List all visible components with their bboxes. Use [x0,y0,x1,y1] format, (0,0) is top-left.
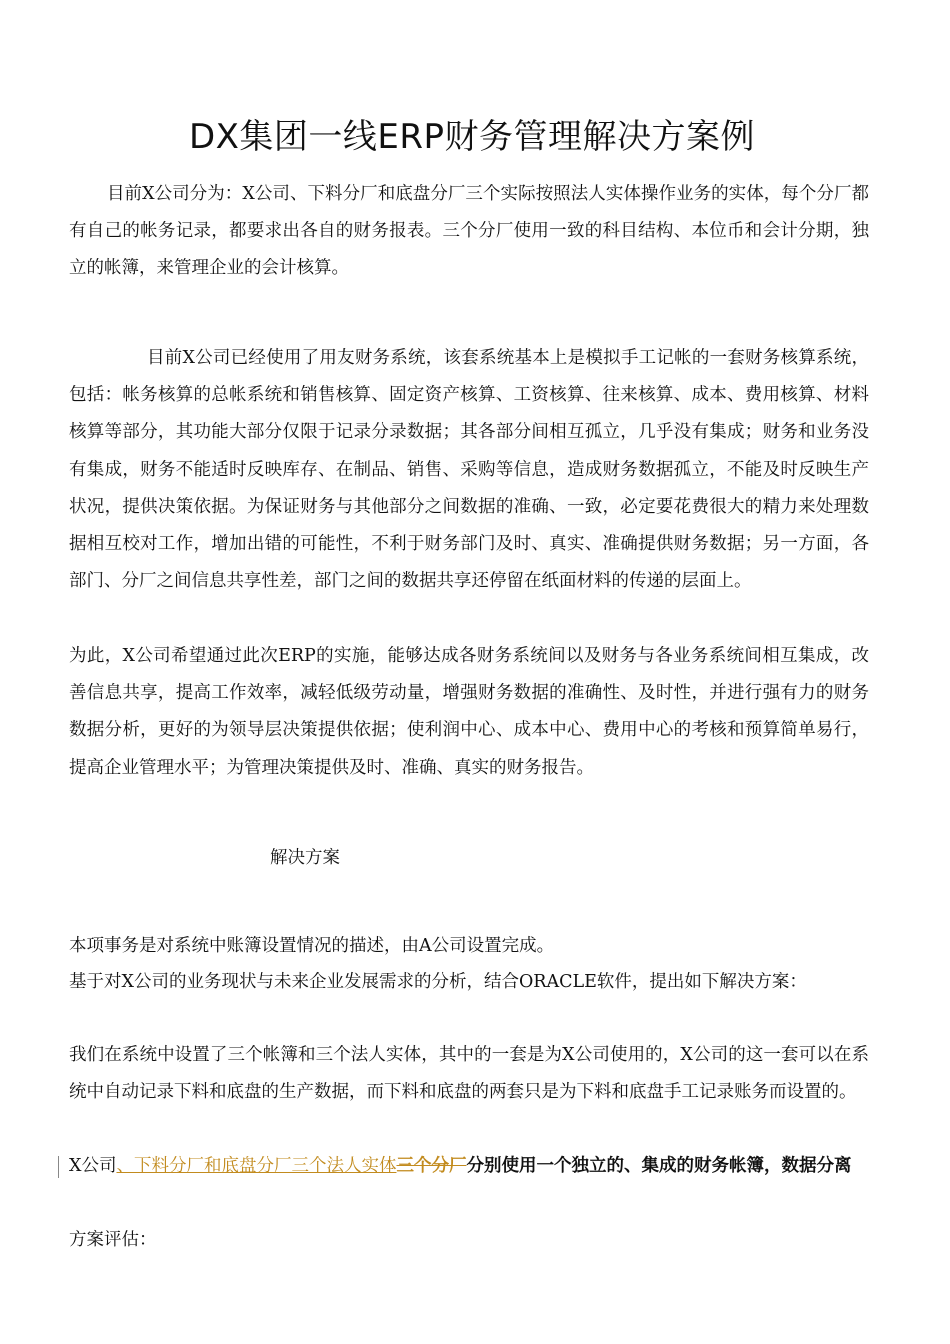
paragraph-company-structure: 目前X公司分为：X公司、下料分厂和底盘分厂三个实际按照法人实体操作业务的实体，每个分厂都有自己的帐务记录，都要求出各自的财务报表。三个分厂使用一致的科目结构、本位币和会计分期，独立的帐簿，来管理企业的会计核算。 [69,184,869,279]
document-title: DX集团一线ERP财务管理解决方案例 [188,117,756,157]
section-heading-solution: 解决方案 [270,848,340,868]
paragraph-current-system: 目前X公司已经使用了用友财务系统，该套系统基本上是模拟手工记帐的一套财务核算系统，包括：帐务核算的总帐系统和销售核算、固定资产核算、工资核算、往来核算、成本、费用核算、材料核算等部分，其功能大部分仅限于记录分录数据；其各部分间相互孤立，几乎没有集成；财务和业务没有集成，财务不能适时反映库存、在制品、销售、采购等信息，造成财务数据孤立，不能及时反映生产状况，提供决策依据。为保证财务与其他部分之间数据的准确、一致，必定要花费很大的精力来处理数据相互校对工作，增加出错的可能性，不利于财务部门及时、真实、准确提供财务数据；另一方面，各部门、分厂之间信息共享性差，部门之间的数据共享还停留在纸面材料的传递的层面上。 [69,348,869,592]
tracked-change-bar [58,1156,59,1178]
text-normal-start: X公司 [69,1156,117,1176]
inserted-text: 、下料分厂和底盘分厂三个法人实体 [116,1156,397,1176]
paragraph-ledger-details: 我们在系统中设置了三个帐簿和三个法人实体，其中的一套是为X公司使用的，X公司的这一套可以在系统中自动记录下料和底盘的生产数据，而下料和底盘的两套只是为下料和底盘手工记录账务而设置的。 [69,1045,869,1103]
paragraph-tracked-change [69,1148,869,1185]
deleted-text: 三个分厂 [396,1156,467,1176]
paragraph-erp-goals: 为此，X公司希望通过此次ERP的实施，能够达成各财务系统间以及财务与各业务系统间相互集成，改善信息共享，提高工作效率，减轻低级劳动量，增强财务数据的准确性、及时性，并进行强有力的财务数据分析，更好的为领导层决策提供依据；使利润中心、成本中心、费用中心的考核和预算简单易行，提高企业管理水平；为管理决策提供及时、准确、真实的财务报告。 [69,646,869,778]
paragraph-solution-intro: 基于对X公司的业务现状与未来企业发展需求的分析，结合ORACLE软件，提出如下解决方案： [69,972,807,992]
paragraph-evaluation-label: 方案评估： [69,1230,157,1250]
paragraph-ledger-setup: 本项事务是对系统中账簿设置情况的描述，由A公司设置完成。 [69,936,555,956]
text-bold-end: 分别使用一个独立的、集成的财务帐簿，数据分离 [466,1156,852,1176]
